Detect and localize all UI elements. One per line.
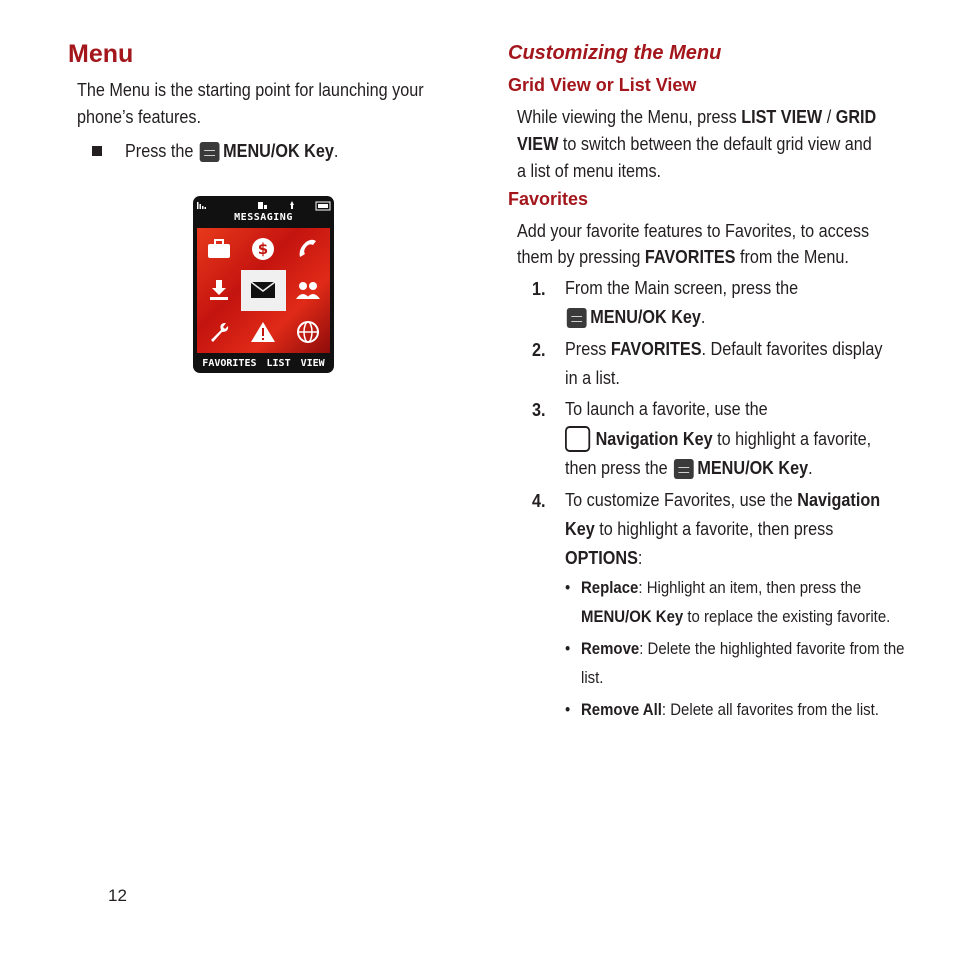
signal-icon (197, 202, 206, 209)
status-icons (193, 196, 334, 212)
step-2-line-2: in a list. (565, 368, 620, 388)
phone-softkeys: FAVORITES LIST VIEW (202, 358, 325, 369)
favorites-heading: Favorites (508, 189, 589, 209)
remove-bullet-line-1: Remove: Delete the highlighted favorite from the (581, 639, 905, 658)
bullet-dot: • (565, 700, 571, 719)
briefcase-icon (197, 228, 241, 270)
intro-line-2: phone’s features. (77, 107, 202, 127)
bullet-pre-text: Press the (125, 141, 194, 161)
remove-bullet-line-2: list. (581, 668, 604, 687)
phone-icon (286, 228, 330, 270)
step-3-line-2: Navigation Key to highlight a favorite, (565, 426, 871, 453)
warning-icon (241, 311, 285, 353)
dollar-icon (241, 228, 285, 270)
page-number: 12 (108, 886, 127, 905)
wrench-icon (197, 311, 241, 353)
replace-bullet-line-1: Replace: Highlight an item, then press the (581, 578, 862, 597)
menu-ok-key-label: MENU/OK Key (223, 141, 334, 161)
phone-menu-grid (197, 228, 330, 353)
step-4-line-1: To customize Favorites, use the Navigation (565, 490, 881, 510)
phone-menu-screenshot (193, 196, 334, 373)
customizing-menu-heading: Customizing the Menu (508, 42, 722, 64)
remove-all-bullet: Remove All: Delete all favorites from the list. (581, 700, 879, 719)
contacts-icon (286, 270, 330, 312)
menu-ok-key-icon (567, 308, 587, 328)
svg-text:$: $ (258, 239, 269, 258)
step-3-line-3: then press the MENU/OK Key. (565, 458, 813, 478)
press-menu-bullet (125, 138, 338, 165)
bullet-dot: • (565, 639, 571, 658)
navigation-key-icon (565, 426, 590, 452)
step-2-number: 2. (532, 340, 546, 360)
nav-status-icon (290, 201, 294, 209)
step-2-line-1: Press FAVORITES. Default favorites display (565, 339, 883, 359)
favorites-para-line-2: them by pressing FAVORITES from the Menu. (517, 247, 849, 267)
step-1-number: 1. (532, 279, 546, 299)
grid-view-para-line-1: While viewing the Menu, press LIST VIEW / GRID (517, 107, 877, 127)
menu-ok-key-icon (674, 459, 694, 479)
grid-list-view-heading: Grid View or List View (508, 75, 697, 95)
square-bullet-icon (92, 146, 102, 156)
grid-view-para-line-2: VIEW to switch between the default grid view and (517, 134, 872, 154)
step-1-line-1: From the Main screen, press the (565, 278, 799, 298)
phone-status-bar (193, 196, 334, 212)
step-3-line-1: To launch a favorite, use the (565, 399, 768, 419)
globe-icon (286, 311, 330, 353)
step-1-line-2: MENU/OK Key. (565, 304, 705, 331)
menu-ok-key-icon (200, 142, 220, 162)
phone-screen-title: MESSAGING (234, 212, 293, 223)
step-4-number: 4. (532, 491, 546, 511)
battery-icon (316, 202, 330, 210)
phone-status-icon (258, 202, 267, 209)
replace-bullet-line-2: MENU/OK Key to replace the existing favorite. (581, 607, 891, 626)
menu-heading: Menu (68, 40, 134, 68)
favorites-para-line-1: Add your favorite features to Favorites, to access (517, 221, 870, 241)
bullet-post-text: . (333, 141, 339, 161)
envelope-icon (241, 270, 285, 312)
step-4-line-3: OPTIONS: (565, 548, 643, 568)
intro-line-1: The Menu is the starting point for launching your (77, 80, 424, 100)
step-4-line-2: Key to highlight a favorite, then press (565, 519, 834, 539)
grid-view-para-line-3: a list of menu items. (517, 161, 662, 181)
download-icon (197, 270, 241, 312)
bullet-dot: • (565, 578, 571, 597)
step-3-number: 3. (532, 400, 546, 420)
